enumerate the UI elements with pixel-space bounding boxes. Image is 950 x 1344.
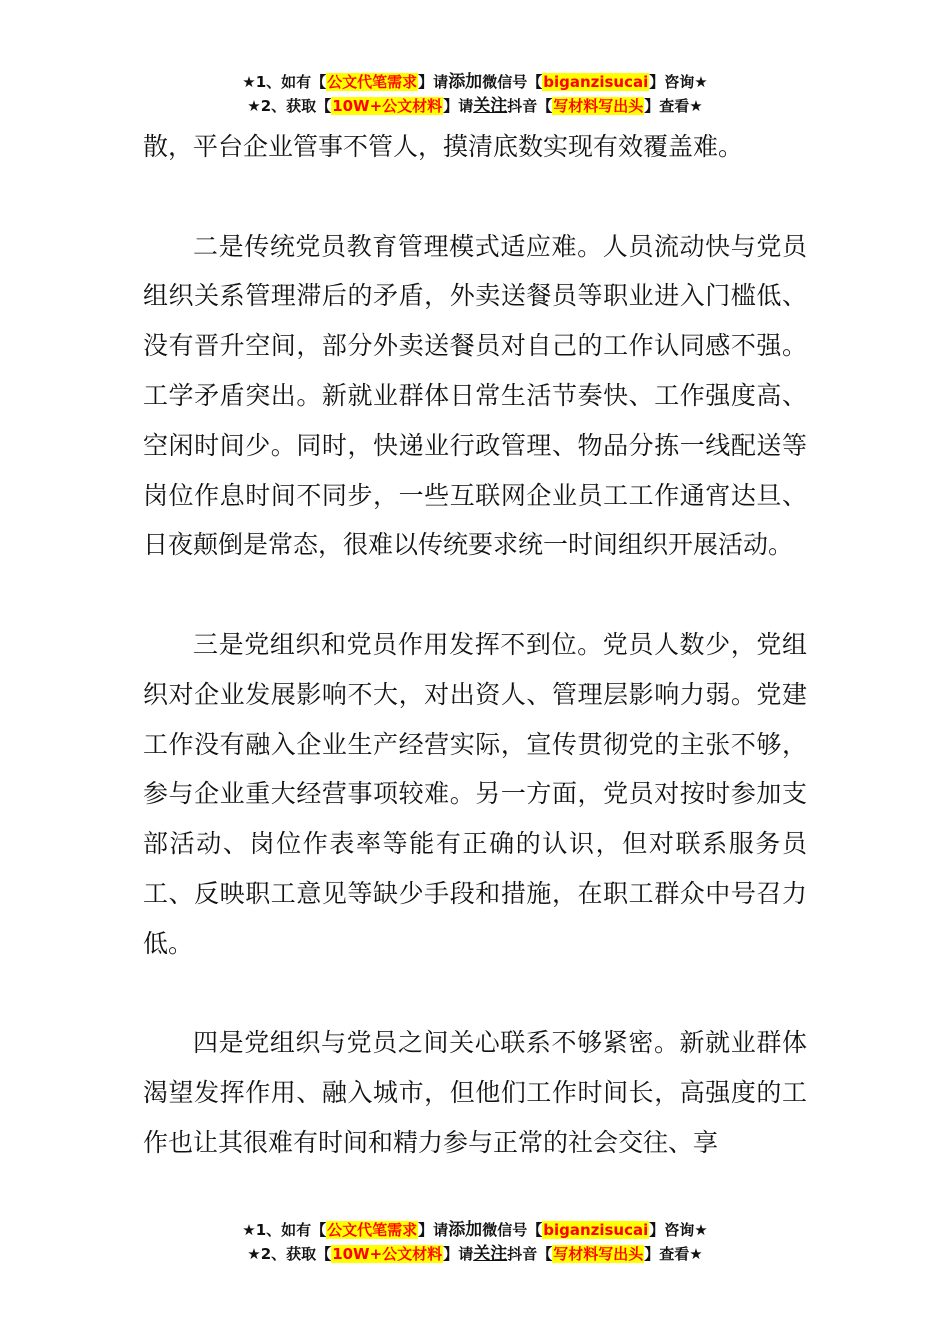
star-icon: ★ bbox=[247, 1245, 261, 1263]
highlight-materials: 10W+公文材料 bbox=[332, 1245, 443, 1263]
paragraph-point-4: 四是党组织与党员之间关心联系不够紧密。新就业群体渴望发挥作用、融入城市，但他们工作时间长，高强度的工作也让其很难有时间和精力参与正常的社会交往、享 bbox=[143, 1028, 807, 1157]
paragraph-gap bbox=[143, 172, 807, 222]
highlight-wechat-id: biganzisucai bbox=[543, 1221, 649, 1239]
star-icon: ★ bbox=[247, 97, 261, 115]
paragraph-continuation: 散，平台企业管事不管人，摸清底数实现有效覆盖难。 bbox=[143, 132, 744, 161]
header-banner bbox=[0, 70, 950, 118]
footer-banner bbox=[0, 1218, 950, 1266]
paragraph-point-3: 三是党组织和党员作用发挥不到位。党员人数少，党组织对企业发展影响不大，对出资人、管理层影响力弱。党建工作没有融入企业生产经营实际，宣传贯彻党的主张不够，参与企业重大经营事项较难。另一方面，党员对按时参加支部活动、岗位作表率等能有正确的认识，但对联系服务员工、反映职工意见等缺少手段和措施，在职工群众中号召力低。 bbox=[143, 629, 807, 958]
highlight-service: 公文代笔需求 bbox=[327, 1221, 418, 1239]
banner-line-1: ★1、如有【公文代笔需求】请添加微信号【biganzisucai】咨询★ bbox=[242, 1220, 708, 1240]
star-icon: ★ bbox=[242, 1221, 256, 1239]
paragraph-gap bbox=[143, 969, 807, 1019]
highlight-wechat-id: biganzisucai bbox=[543, 73, 649, 91]
star-icon: ★ bbox=[242, 73, 256, 91]
star-icon: ★ bbox=[694, 73, 708, 91]
banner-line-1: ★1、如有【公文代笔需求】请添加微信号【biganzisucai】咨询★ bbox=[242, 72, 708, 92]
highlight-materials: 10W+公文材料 bbox=[332, 97, 443, 115]
highlight-service: 公文代笔需求 bbox=[327, 73, 418, 91]
document-body bbox=[143, 122, 807, 1168]
banner-line-2: ★2、获取【10W+公文材料】请关注抖音【写材料写出头】查看★ bbox=[247, 96, 703, 116]
star-icon: ★ bbox=[689, 1245, 703, 1263]
paragraph-gap bbox=[143, 570, 807, 620]
banner-line-2: ★2、获取【10W+公文材料】请关注抖音【写材料写出头】查看★ bbox=[247, 1244, 703, 1264]
paragraph-point-2: 二是传统党员教育管理模式适应难。人员流动快与党员组织关系管理滞后的矛盾，外卖送餐员等职业进入门槛低、没有晋升空间，部分外卖送餐员对自己的工作认同感不强。工学矛盾突出。新就业群体日常生活节奏快、工作强度高、空闲时间少。同时，快递业行政管理、物品分拣一线配送等岗位作息时间不同步，一些互联网企业员工工作通宵达旦、日夜颠倒是常态，很难以传统要求统一时间组织开展活动。 bbox=[143, 231, 807, 560]
highlight-douyin-account: 写材料写出头 bbox=[553, 97, 644, 115]
star-icon: ★ bbox=[694, 1221, 708, 1239]
star-icon: ★ bbox=[689, 97, 703, 115]
highlight-douyin-account: 写材料写出头 bbox=[553, 1245, 644, 1263]
